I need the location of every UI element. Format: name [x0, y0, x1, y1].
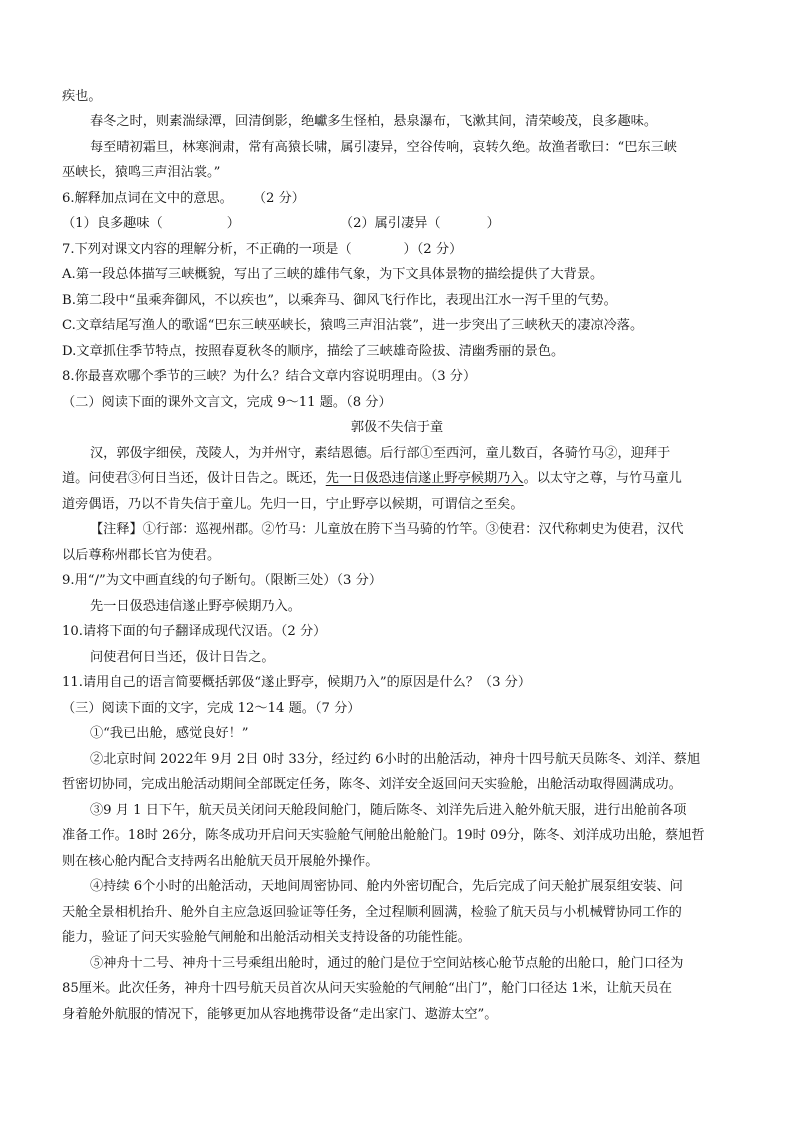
score-label: （2 分）: [252, 191, 305, 206]
news-paragraph-4: ④持续 6个小时的出舱活动，天地间周密协同、舱内外密切配合，先后完成了问天舱扩展泵组安装、问: [90, 879, 683, 894]
news-paragraph-3: 准备工作。18时 26分，陈冬成功开启问天实验舱气闸舱出舱舱门。19时 09分，陈冬、刘洋成功出舱，蔡旭哲: [62, 828, 705, 843]
section-3-header: （三）阅读下面的文字，完成 12～14 题。（7 分）: [62, 701, 361, 716]
question-7-stem: [62, 243, 462, 256]
news-paragraph-5: 身着舱外航服的情况下，能够更加从容地携带设备“走出家门、遨游太空”。: [62, 1007, 498, 1022]
annotation-note: 【注释】①行部：巡视州郡。②竹马：儿童放在胯下当马骑的竹竿。③使君：汉代称刺史为使君，汉代: [90, 522, 684, 537]
option-b: B.第二段中“虽乘奔御风，不以疾也”，以乘奔马、御风飞行作比，表现出江水一泻千里的气势。: [62, 293, 617, 308]
item-2-close: ）: [486, 216, 500, 231]
question-6-items: [62, 217, 500, 230]
score-label: ）（2 分）: [403, 242, 463, 257]
option-a: A.第一段总体描写三峡概貌，写出了三峡的雄伟气象，为下文具体景物的描绘提供了大背景。: [62, 267, 604, 282]
question-6-stem: [62, 192, 305, 205]
news-paragraph-5: 85厘米。此次任务，神舟十四号航天员首次从问天实验舱的气闸舱“出门”，舱门口径达 1米，让航天员在: [62, 981, 672, 996]
news-paragraph-1: ①“我已出舱，感觉良好！”: [90, 726, 249, 741]
passage-paragraph-autumn: 每至晴初霜旦，林寒涧肃，常有高猿长啸，属引凄异，空谷传响，哀转久绝。故渔者歌曰：“巴东三峡: [90, 140, 677, 155]
question-10-sentence: 问使君何日当还，伋计日告之。: [90, 650, 275, 665]
item-1-close: ）: [226, 216, 240, 231]
news-paragraph-2: 哲密切协同，完成出舱活动期间全部既定任务，陈冬、刘洋安全返回问天实验舱，出舱活动取得圆满成功。: [62, 777, 682, 792]
question-8-stem: 8.你最喜欢哪个季节的三峡？为什么？结合文章内容说明理由。（3 分）: [62, 369, 477, 384]
annotation-note: 以后尊称州郡长官为使君。: [62, 548, 221, 563]
classical-text-line: 道。问使君③何日当还，伋计日告之。既还，先一日伋恐违信遂止野亭候期乃入。以太守之尊，与竹马童儿: [62, 471, 682, 486]
section-2-header: （二）阅读下面的课外文言文，完成 9～11 题。（8 分）: [62, 395, 392, 410]
classical-text-line: 汉，郭伋字细侯，茂陵人，为并州守，素结恩德。后行部①至西河，童儿数百，各骑竹马②，迎拜于: [90, 446, 671, 461]
news-paragraph-5: ⑤神舟十二号、神舟十三号乘组出舱时，通过的舱门是位于空间站核心舱节点舱的出舱口，舱门口径为: [90, 956, 684, 971]
news-paragraph-4: 能力，验证了问天实验舱气闸舱和出舱活动相关支持设备的功能性能。: [62, 930, 471, 945]
option-c: C.文章结尾写渔人的歌谣“巴东三峡巫峡长，猿鸣三声泪沾裳”，进一步突出了三峡秋天的凄凉冷落。: [62, 318, 644, 333]
news-paragraph-2: ②北京时间 2022年 9月 2日 0时 33分，经过约 6小时的出舱活动，神舟十四号航天员陈冬、刘洋、蔡旭: [90, 752, 701, 767]
item-2-label: （2）属引凄异（: [339, 216, 441, 231]
question-text: 6.解释加点词在文中的意思。: [62, 191, 233, 206]
news-paragraph-3: ③9 月 1 日下午，航天员关闭问天舱段间舱门，随后陈冬、刘洋先后进入舱外航天服，进行出舱前各项: [90, 803, 687, 818]
news-paragraph-3: 则在核心舱内配合支持两名出舱航天员开展舱外操作。: [62, 854, 379, 869]
passage-line: 巫峡长，猿鸣三声泪沾裳。”: [62, 165, 221, 180]
question-9-sentence: 先一日伋恐违信遂止野亭候期乃入。: [90, 599, 301, 614]
classical-text-title: 郭伋不失信于童: [350, 420, 444, 435]
news-paragraph-4: 天舱全景相机抬升、舱外自主应急返回验证等任务，全过程顺利圆满，检验了航天员与小机械臂协同工作的: [62, 905, 682, 920]
option-d: D.文章抓住季节特点，按照春夏秋冬的顺序，描绘了三峡雄奇险拔、清幽秀丽的景色。: [62, 344, 565, 359]
question-9-stem: 9.用“/”为文中画直线的句子断句。（限断三处）（3 分）: [62, 573, 383, 588]
passage-line: 疾也。: [62, 89, 102, 104]
passage-paragraph-spring: 春冬之时，则素湍绿潭，回清倒影，绝巘多生怪柏，悬泉瀑布，飞漱其间，清荣峻茂，良多趣味。: [90, 114, 658, 129]
question-text: 7.下列对课文内容的理解分析，不正确的一项是（: [62, 242, 352, 257]
question-10-stem: 10.请将下面的句子翻译成现代汉语。（2 分）: [62, 624, 327, 639]
question-11-stem: 11.请用自己的语言简要概括郭伋“遂止野亭，候期乃入”的原因是什么？（3 分）: [62, 675, 532, 690]
item-1-label: （1）良多趣味（: [62, 216, 163, 231]
underlined-sentence: 先一日伋恐违信遂止野亭候期乃入: [325, 471, 524, 486]
classical-text-line: 道旁偶语，乃以不肯失信于童儿。先归一日，宁止野亭以候期，可谓信之至矣。: [62, 497, 524, 512]
